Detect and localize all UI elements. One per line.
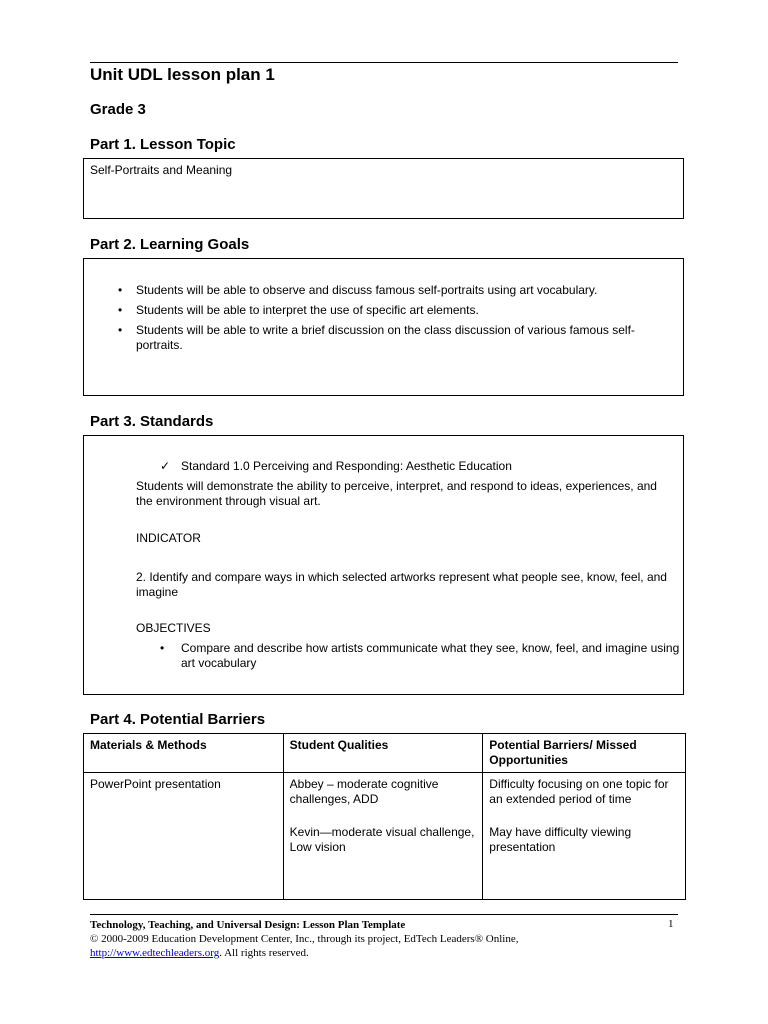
- objective-text: Compare and describe how artists communicate what they see, know, feel, and imagine using art vocabulary: [181, 641, 680, 670]
- learning-goals-box: [83, 258, 684, 396]
- page-number: 1: [668, 918, 674, 930]
- table-row: [84, 773, 686, 900]
- part4-heading: Part 4. Potential Barriers: [90, 711, 266, 728]
- column-header: Potential Barriers/ Missed Opportunities: [483, 734, 686, 773]
- barrier-item: Difficulty focusing on one topic for an extended period of time: [489, 777, 669, 806]
- top-rule: [90, 62, 678, 63]
- part3-heading: Part 3. Standards: [90, 413, 214, 430]
- column-header: Materials & Methods: [84, 734, 284, 773]
- student-quality: Kevin—moderate visual challenge, Low vision: [289, 825, 475, 854]
- goal-bullet: •: [118, 283, 123, 297]
- lesson-topic-box: [83, 158, 684, 219]
- table-cell-qualities: [283, 773, 483, 900]
- part1-heading: Part 1. Lesson Topic: [90, 136, 236, 153]
- barrier-item: May have difficulty viewing presentation: [489, 825, 632, 854]
- objectives-label: OBJECTIVES: [136, 621, 211, 635]
- footer-rule: [90, 914, 678, 915]
- column-header: Student Qualities: [283, 734, 483, 773]
- goal-item: Students will be able to observe and discuss famous self-portraits using art vocabulary.: [136, 283, 598, 297]
- footer-link[interactable]: http://www.edtechleaders.org: [90, 947, 220, 959]
- table-cell-material: PowerPoint presentation: [84, 773, 284, 900]
- indicator-text: 2. Identify and compare ways in which selected artworks represent what people see, know, feel, and imagine: [136, 570, 667, 599]
- standard-title: Standard 1.0 Perceiving and Responding: Aesthetic Education: [181, 459, 512, 473]
- objective-bullet: •: [160, 641, 165, 655]
- goal-bullet: •: [118, 323, 123, 337]
- footer-title: Technology, Teaching, and Universal Design: Lesson Plan Template: [90, 919, 406, 931]
- table-header-row: [84, 734, 686, 773]
- check-icon: ✓: [160, 459, 171, 473]
- goal-bullet: •: [118, 303, 123, 317]
- document-title: Unit UDL lesson plan 1: [90, 65, 275, 84]
- table-cell-barriers: [483, 773, 686, 900]
- grade-heading: Grade 3: [90, 101, 146, 118]
- footer: [90, 918, 519, 960]
- barriers-table: [83, 733, 686, 900]
- part2-heading: Part 2. Learning Goals: [90, 236, 250, 253]
- goal-item: Students will be able to write a brief discussion on the class discussion of various famous self-portraits.: [136, 323, 635, 352]
- goal-item: Students will be able to interpret the use of specific art elements.: [136, 303, 479, 317]
- footer-link-line: [90, 946, 519, 960]
- lesson-topic-text: Self-Portraits and Meaning: [90, 163, 233, 177]
- student-quality: Abbey – moderate cognitive challenges, ADD: [289, 777, 439, 806]
- footer-copyright: © 2000-2009 Education Development Center, Inc., through its project, EdTech Leaders® Online,: [90, 933, 519, 945]
- footer-rights: . All rights reserved.: [219, 947, 309, 959]
- indicator-label: INDICATOR: [136, 531, 201, 545]
- standard-text: Students will demonstrate the ability to perceive, interpret, and respond to ideas, experiences, and the environment through visual art.: [136, 479, 657, 508]
- standards-box: [83, 435, 684, 695]
